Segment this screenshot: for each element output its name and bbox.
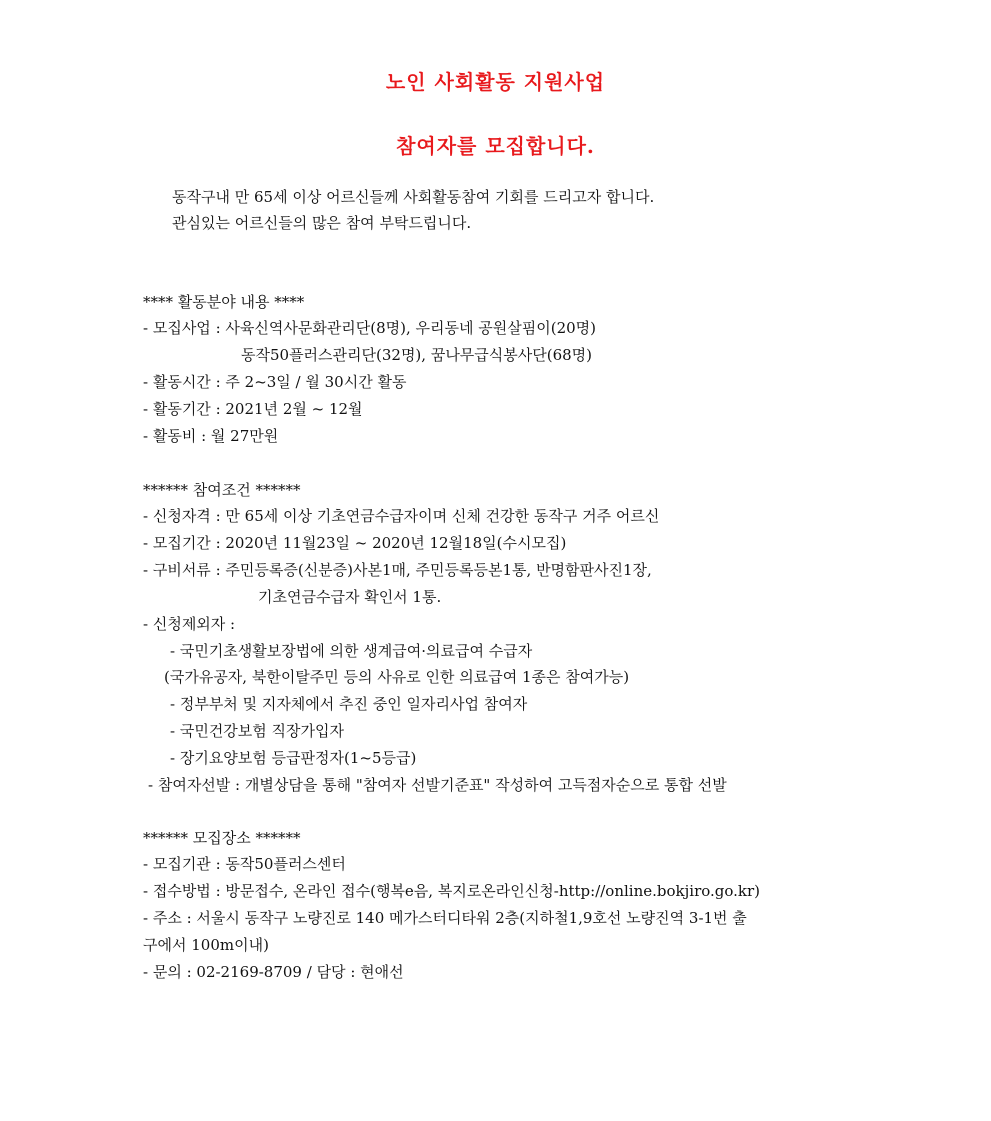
place-line: - 접수방법 : 방문접수, 온라인 접수(행복e음, 복지로온라인신청-http://online.bokjiro.go.kr) xyxy=(143,882,761,900)
title-line-2: 참여자를 모집합니다. xyxy=(396,134,595,158)
activity-line: - 활동기간 : 2021년 2월 ~ 12월 xyxy=(143,400,363,418)
activity-line: 동작50플러스관리단(32명), 꿈나무급식봉사단(68명) xyxy=(241,346,593,364)
place-line: - 모집기관 : 동작50플러스센터 xyxy=(143,855,346,873)
place-line: - 문의 : 02-2169-8709 / 담당 : 현애선 xyxy=(143,963,404,981)
activity-line: - 모집사업 : 사육신역사문화관리단(8명), 우리동네 공원살핌이(20명) xyxy=(143,319,597,337)
conditions-header: ****** 참여조건 ****** xyxy=(143,481,301,499)
intro-line-2: 관심있는 어르신들의 많은 참여 부탁드립니다. xyxy=(172,214,472,232)
conditions-line: 기초연금수급자 확인서 1통. xyxy=(258,588,442,606)
conditions-line: - 장기요양보험 등급판정자(1~5등급) xyxy=(170,749,417,767)
conditions-line: - 구비서류 : 주민등록증(신분증)사본1매, 주민등록등본1통, 반명함판사진1장, xyxy=(143,561,652,579)
conditions-line: - 신청제외자 : xyxy=(143,615,236,633)
conditions-line: - 정부부처 및 지자체에서 추진 중인 일자리사업 참여자 xyxy=(170,695,528,713)
place-header: ****** 모집장소 ****** xyxy=(143,829,301,847)
place-line: - 주소 : 서울시 동작구 노량진로 140 메가스터디타워 2층(지하철1,9호선 노량진역 3-1번 출 xyxy=(143,909,747,927)
conditions-line: - 국민건강보험 직장가입자 xyxy=(170,722,344,740)
activity-line: - 활동시간 : 주 2~3일 / 월 30시간 활동 xyxy=(143,373,407,391)
conditions-line: - 신청자격 : 만 65세 이상 기초연금수급자이며 신체 건강한 동작구 거주 어르신 xyxy=(143,507,660,525)
conditions-line: - 국민기초생활보장법에 의한 생계급여·의료급여 수급자 xyxy=(170,642,533,660)
conditions-line: - 모집기간 : 2020년 11월23일 ~ 2020년 12월18일(수시모집) xyxy=(143,534,567,552)
conditions-line: - 참여자선발 : 개별상담을 통해 "참여자 선발기준표" 작성하여 고득점자순으로 통합 선발 xyxy=(148,776,727,794)
title-line-1: 노인 사회활동 지원사업 xyxy=(385,70,606,94)
activity-line: - 활동비 : 월 27만원 xyxy=(143,427,279,445)
intro-line-1: 동작구내 만 65세 이상 어르신들께 사회활동참여 기회를 드리고자 합니다. xyxy=(172,188,655,206)
place-line: 구에서 100m이내) xyxy=(143,936,269,954)
activity-header: **** 활동분야 내용 **** xyxy=(143,293,305,311)
conditions-line: (국가유공자, 북한이탈주민 등의 사유로 인한 의료급여 1종은 참여가능) xyxy=(164,668,630,686)
